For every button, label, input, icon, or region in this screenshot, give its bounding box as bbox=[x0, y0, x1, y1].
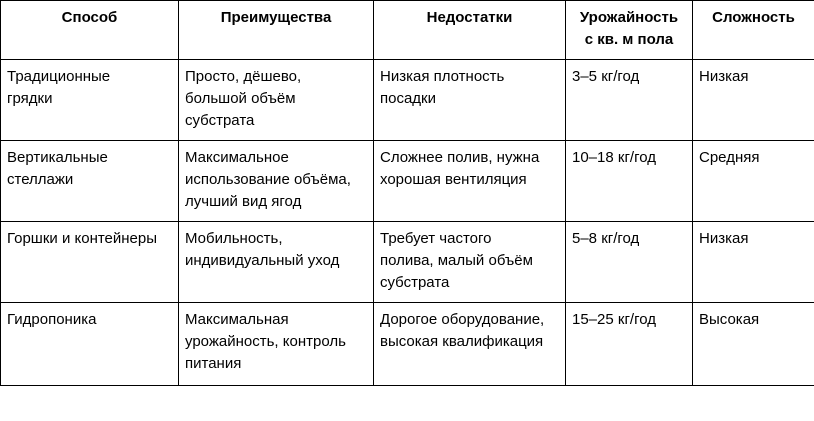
table-header-row bbox=[1, 1, 814, 60]
cell-method: Гидропоника bbox=[1, 303, 179, 386]
table-row bbox=[1, 222, 814, 303]
cell-yield: 10–18 кг/год bbox=[566, 141, 693, 222]
cell-method: Вертикальные стеллажи bbox=[1, 141, 179, 222]
header-advantages: Преимущества bbox=[179, 1, 374, 60]
cell-yield: 3–5 кг/год bbox=[566, 60, 693, 141]
cell-method: Традиционные грядки bbox=[1, 60, 179, 141]
cell-complexity: Низкая bbox=[693, 222, 814, 303]
cell-method: Горшки и контейнеры bbox=[1, 222, 179, 303]
cell-advantages: Максимальная урожайность, контроль питания bbox=[179, 303, 374, 386]
cell-yield: 5–8 кг/год bbox=[566, 222, 693, 303]
cell-complexity: Низкая bbox=[693, 60, 814, 141]
header-disadvantages: Недостатки bbox=[374, 1, 566, 60]
header-complexity: Сложность bbox=[693, 1, 814, 60]
header-yield: Урожайность с кв. м пола bbox=[566, 1, 693, 60]
cell-yield: 15–25 кг/год bbox=[566, 303, 693, 386]
cell-advantages: Просто, дёшево, большой объём субстрата bbox=[179, 60, 374, 141]
cell-disadvantages: Требует частого полива, малый объём субстрата bbox=[374, 222, 566, 303]
cell-complexity: Высокая bbox=[693, 303, 814, 386]
table-row bbox=[1, 303, 814, 386]
header-method: Способ bbox=[1, 1, 179, 60]
cell-advantages: Максимальное использование объёма, лучший вид ягод bbox=[179, 141, 374, 222]
cell-disadvantages: Сложнее полив, нужна хорошая вентиляция bbox=[374, 141, 566, 222]
cell-complexity: Средняя bbox=[693, 141, 814, 222]
table-row bbox=[1, 60, 814, 141]
cell-disadvantages: Низкая плотность посадки bbox=[374, 60, 566, 141]
cell-advantages: Мобильность, индивидуальный уход bbox=[179, 222, 374, 303]
cell-disadvantages: Дорогое оборудование, высокая квалификация bbox=[374, 303, 566, 386]
table-row bbox=[1, 141, 814, 222]
